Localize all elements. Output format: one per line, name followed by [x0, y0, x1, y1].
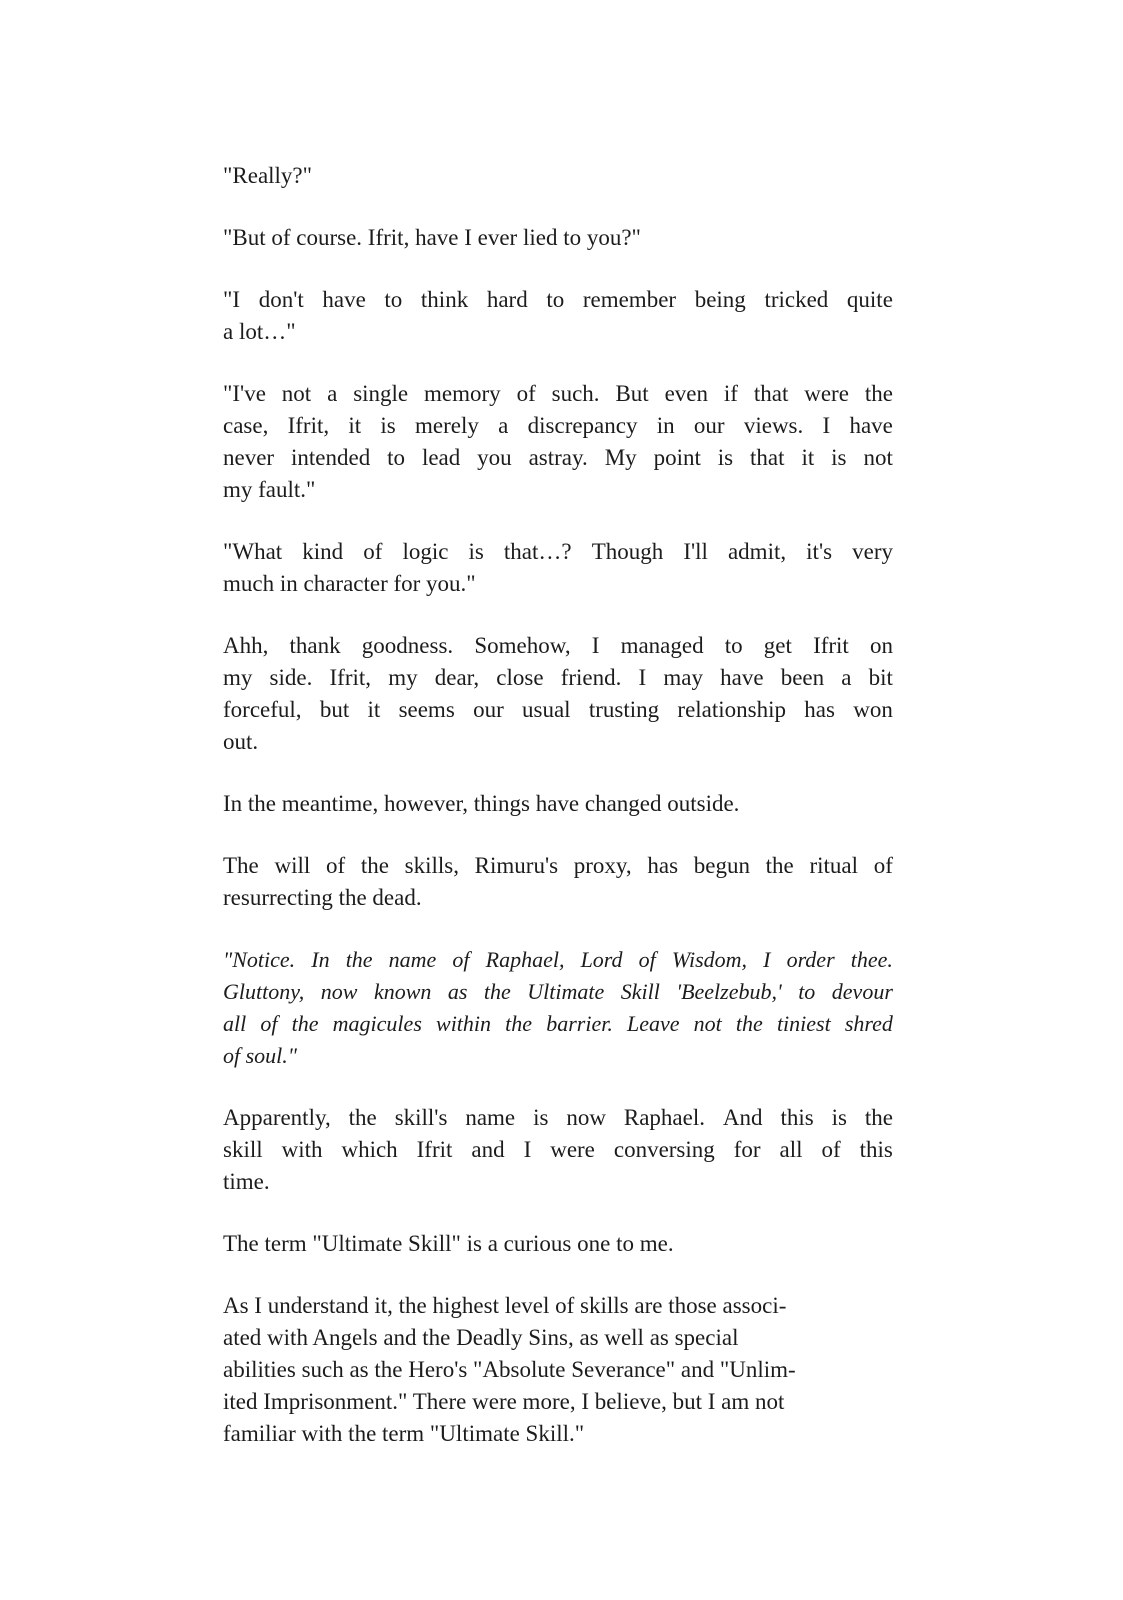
text-line: forceful, but it seems our usual trusting relationship has won — [223, 697, 893, 722]
book-page-text — [223, 160, 893, 1480]
text-line: In the meantime, however, things have changed outside. — [223, 791, 740, 816]
paragraph — [223, 630, 893, 758]
text-line: familiar with the term "Ultimate Skill." — [223, 1421, 585, 1446]
paragraph — [223, 788, 893, 820]
text-line: skill with which Ifrit and I were conversing for all of this — [223, 1137, 893, 1162]
text-line: "I don't have to think hard to remember being tricked quite — [223, 287, 893, 312]
text-line: of soul." — [223, 1043, 298, 1068]
paragraph — [223, 160, 893, 192]
paragraph — [223, 850, 893, 914]
text-line: The term "Ultimate Skill" is a curious one to me. — [223, 1231, 674, 1256]
paragraph — [223, 222, 893, 254]
text-line: out. — [223, 729, 259, 754]
text-line: Gluttony, now known as the Ultimate Skill 'Beelzebub,' to devour — [223, 979, 893, 1004]
text-line: my fault." — [223, 477, 316, 502]
text-line: abilities such as the Hero's "Absolute Severance" and "Unlim- — [223, 1357, 796, 1382]
text-line: much in character for you." — [223, 571, 476, 596]
text-line: "Really?" — [223, 163, 313, 188]
paragraph — [223, 1228, 893, 1260]
text-line: a lot…" — [223, 319, 296, 344]
text-line: "I've not a single memory of such. But even if that were the — [223, 381, 893, 406]
text-line: ited Imprisonment." There were more, I believe, but I am not — [223, 1389, 785, 1414]
text-line: The will of the skills, Rimuru's proxy, has begun the ritual of — [223, 853, 893, 878]
paragraph — [223, 284, 893, 348]
text-line: "Notice. In the name of Raphael, Lord of Wisdom, I order thee. — [223, 947, 893, 972]
paragraph — [223, 1102, 893, 1198]
text-line: As I understand it, the highest level of skills are those associ- — [223, 1293, 787, 1318]
notice-quote-paragraph — [223, 944, 893, 1072]
paragraph — [223, 1290, 893, 1450]
text-line: time. — [223, 1169, 270, 1194]
text-line: Ahh, thank goodness. Somehow, I managed to get Ifrit on — [223, 633, 893, 658]
text-line: case, Ifrit, it is merely a discrepancy in our views. I have — [223, 413, 893, 438]
text-line: resurrecting the dead. — [223, 885, 422, 910]
text-line: never intended to lead you astray. My point is that it is not — [223, 445, 893, 470]
paragraph — [223, 378, 893, 506]
text-line: Apparently, the skill's name is now Raphael. And this is the — [223, 1105, 893, 1130]
paragraph — [223, 536, 893, 600]
text-line: my side. Ifrit, my dear, close friend. I may have been a bit — [223, 665, 893, 690]
text-line: ated with Angels and the Deadly Sins, as well as special — [223, 1325, 739, 1350]
text-line: all of the magicules within the barrier. Leave not the tiniest shred — [223, 1011, 893, 1036]
text-line: "But of course. Ifrit, have I ever lied to you?" — [223, 225, 641, 250]
text-line: "What kind of logic is that…? Though I'll admit, it's very — [223, 539, 893, 564]
